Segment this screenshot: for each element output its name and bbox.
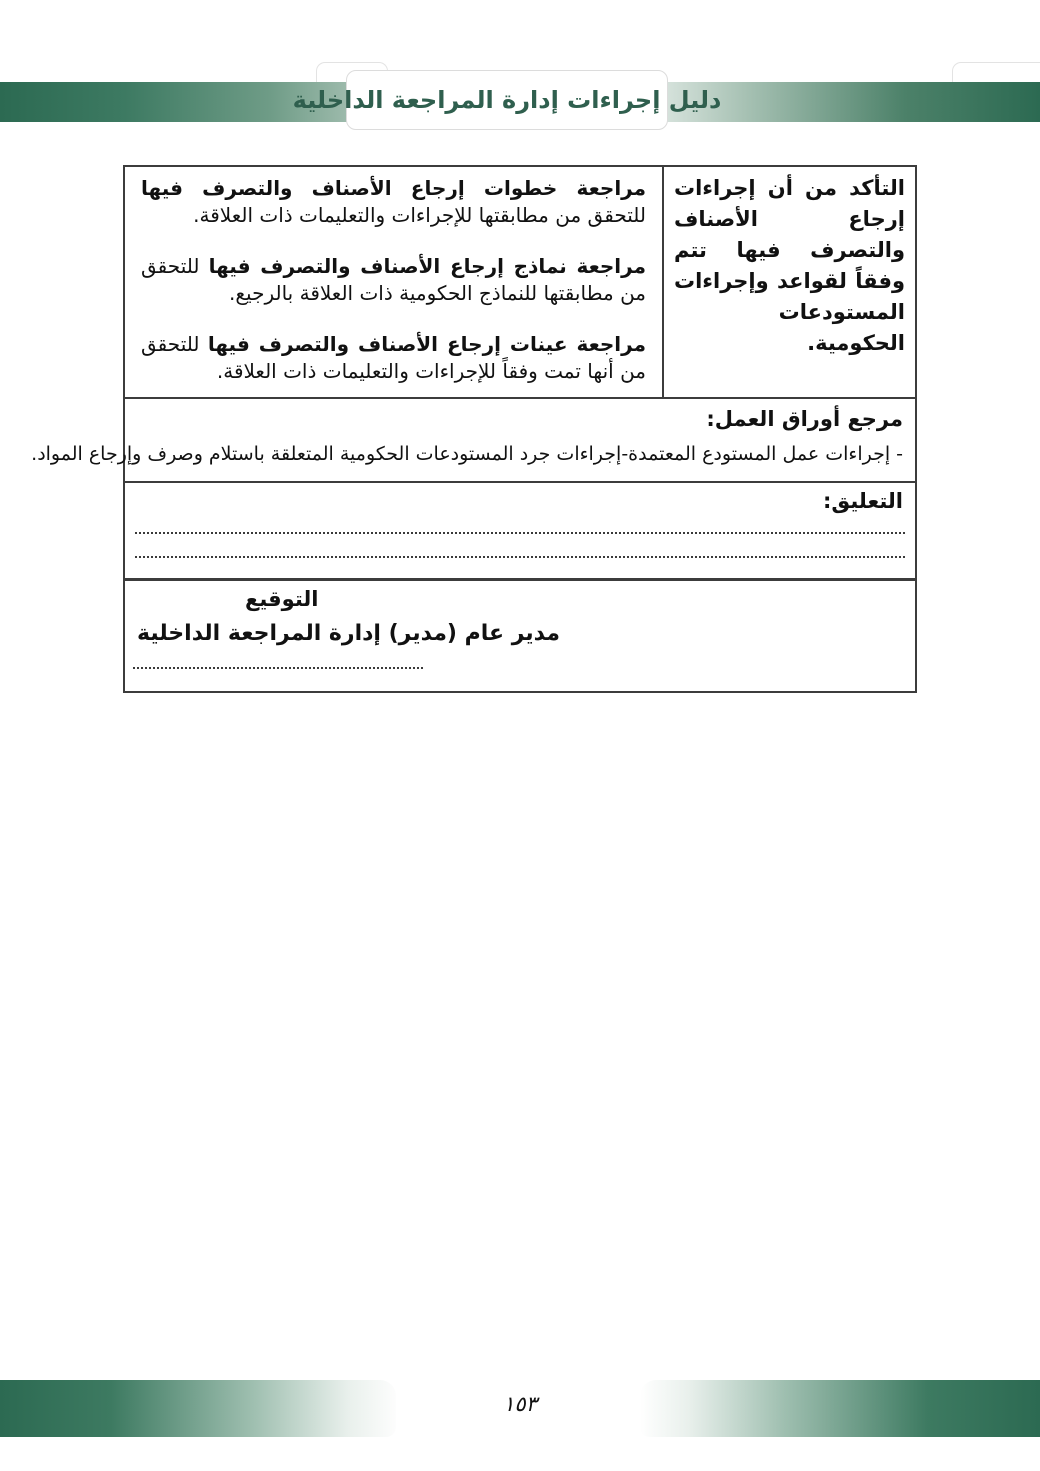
signature-cell (125, 578, 915, 691)
signature-dotted-line (133, 667, 423, 669)
procedure-step-rest: للتحقق من مطابقتها للنماذج الحكومية ذات العلاقة بالرجيع. (141, 254, 646, 305)
audit-procedure-table (31, 165, 917, 693)
procedures-cell (125, 167, 660, 397)
objective-cell (662, 167, 915, 397)
header-decor-tab-right (952, 62, 1040, 84)
workpapers-cell (31, 397, 915, 481)
comment-label: التعليق: (823, 489, 903, 513)
procedure-step-lead: مراجعة خطوات إرجاع الأصناف والتصرف فيها (141, 176, 646, 200)
workpapers-label: مرجع أوراق العمل: (706, 407, 903, 431)
comment-dotted-line (135, 556, 905, 558)
header-title-tab (292, 70, 722, 130)
signature-label: التوقيع (245, 587, 319, 611)
procedure-step-lead: مراجعة نماذج إرجاع الأصناف والتصرف فيها (208, 254, 646, 278)
comment-dotted-line (135, 532, 905, 534)
procedure-step-rest: للتحقق من مطابقتها للإجراءات والتعليمات ذات العلاقة. (193, 203, 646, 227)
objective-text: التأكد من أن إجراءات إرجاع الأصناف والتصرف فيها تتم وفقاً لقواعد وإجراءات المستودعات الحكومية. (674, 176, 905, 355)
signature-role: مدير عام (مدير) إدارة المراجعة الداخلية (137, 621, 560, 646)
procedure-step (141, 175, 646, 229)
workpapers-reference: - إجراءات عمل المستودع المعتمدة-إجراءات جرد المستودعات الحكومية المتعلقة باستلام وصرف وإرجاع المواد. (31, 443, 903, 465)
procedure-step (141, 253, 646, 307)
page-title: دليل إجراءات إدارة المراجعة الداخلية (292, 86, 722, 114)
procedure-step (141, 331, 646, 385)
comment-cell (125, 481, 915, 578)
page-number: ١٥٣ (503, 1392, 537, 1416)
procedure-step-rest: للتحقق من أنها تمت وفقاً للإجراءات والتعليمات ذات العلاقة. (141, 332, 646, 383)
procedure-step-lead: مراجعة عينات إرجاع الأصناف والتصرف فيها (207, 332, 646, 356)
